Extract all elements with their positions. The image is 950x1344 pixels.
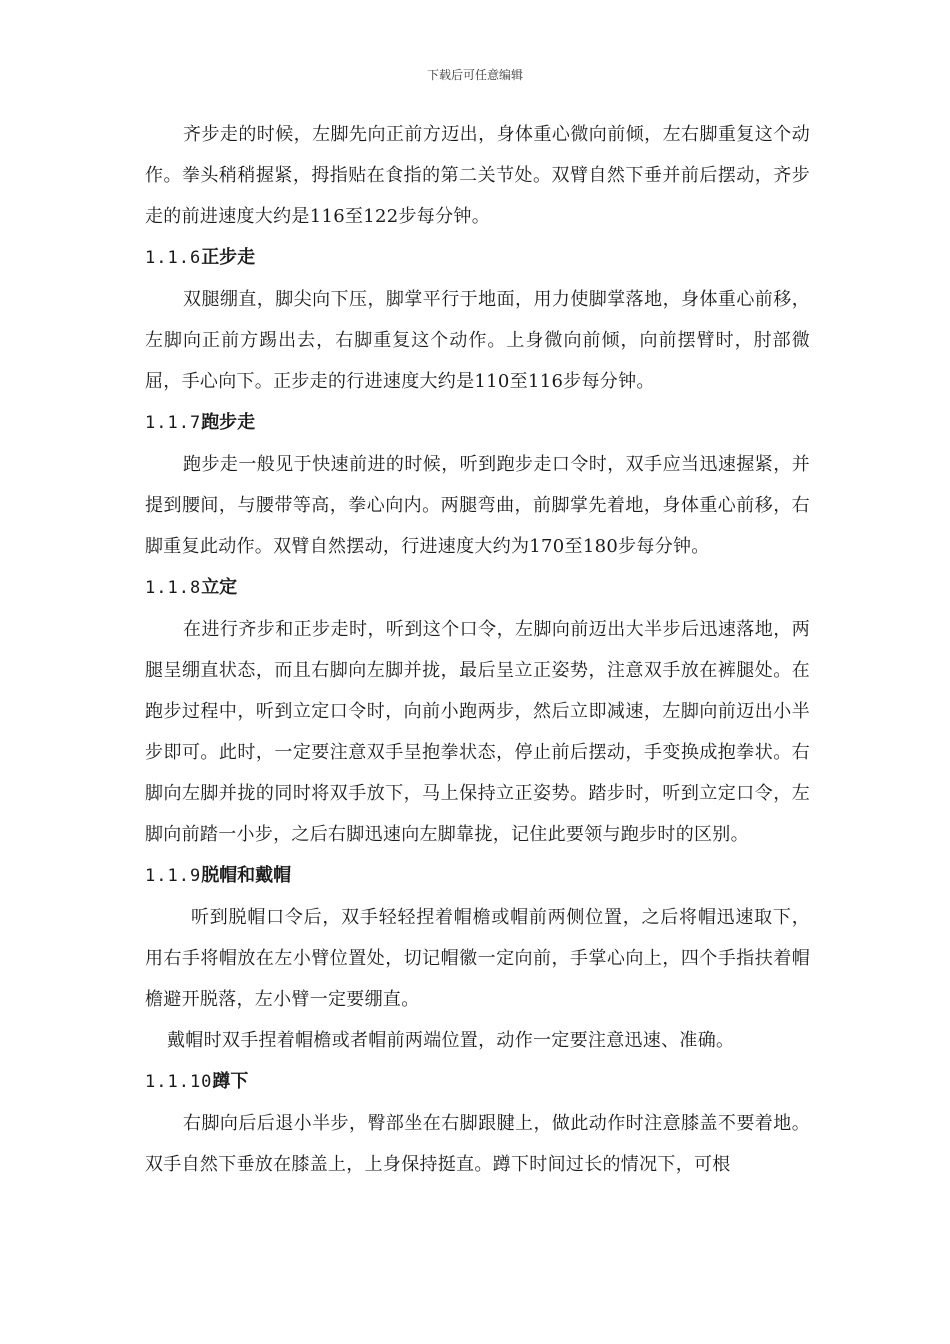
paragraph: 听到脱帽口令后，双手轻轻捏着帽檐或帽前两侧位置，之后将帽迅速取下，用右手将帽放在左小臂位置处，切记帽徽一定向前，手掌心向上，四个手指扶着帽檐避开脱落，左小臂一定要绷直。	[145, 907, 810, 1010]
section-heading	[145, 237, 810, 279]
section-number: 1.1.6	[145, 248, 202, 268]
paragraph: 在进行齐步和正步走时，听到这个口令，左脚向前迈出大半步后迅速落地，两腿呈绷直状态，而且右脚向左脚并拢，最后呈立正姿势，注意双手放在裤腿处。在跑步过程中，听到立定口令时，向前小跑两步，然后立即减速，左脚向前迈出小半步即可。此时，一定要注意双手呈抱拳状态，停止前后摆动，手变换成抱拳状。右脚向左脚并拢的同时将双手放下，马上保持立正姿势。踏步时，听到立定口令，左脚向前踏一小步，之后右脚迅速向左脚靠拢，记住此要领与跑步时的区别。	[145, 619, 810, 845]
section-heading	[145, 1061, 810, 1103]
section-number: 1.1.7	[145, 413, 202, 433]
header-note: 下载后可任意编辑	[426, 68, 523, 82]
section-heading	[145, 567, 810, 609]
document-body	[145, 114, 810, 1185]
paragraph: 双腿绷直，脚尖向下压，脚掌平行于地面，用力使脚掌落地，身体重心前移，左脚向正前方踢出去，右脚重复这个动作。上身微向前倾，向前摆臂时，肘部微屈，手心向下。正步走的行进速度大约是110至116步每分钟。	[145, 289, 810, 392]
section-number: 1.1.10	[145, 1072, 213, 1092]
section-title: 立定	[201, 577, 238, 598]
section-title: 正步走	[201, 247, 256, 268]
section-heading	[145, 855, 810, 897]
section-title: 脱帽和戴帽	[201, 865, 292, 886]
section-title: 跑步走	[201, 412, 256, 433]
section-title: 蹲下	[212, 1071, 249, 1092]
paragraph: 戴帽时双手捏着帽檐或者帽前两端位置，动作一定要注意迅速、准确。	[167, 1030, 735, 1051]
section-number: 1.1.8	[145, 578, 202, 598]
section-number: 1.1.9	[145, 866, 202, 886]
paragraph: 跑步走一般见于快速前进的时候，听到跑步走口令时，双手应当迅速握紧，并提到腰间，与腰带等高，拳心向内。两腿弯曲，前脚掌先着地，身体重心前移，右脚重复此动作。双臂自然摆动，行进速度大约为170至180步每分钟。	[145, 454, 810, 557]
section-heading	[145, 402, 810, 444]
paragraph: 右脚向后后退小半步，臀部坐在右脚跟腱上，做此动作时注意膝盖不要着地。双手自然下垂放在膝盖上，上身保持挺直。蹲下时间过长的情况下，可根	[145, 1113, 810, 1175]
paragraph: 齐步走的时候，左脚先向正前方迈出，身体重心微向前倾，左右脚重复这个动作。拳头稍稍握紧，拇指贴在食指的第二关节处。双臂自然下垂并前后摆动，齐步走的前进速度大约是116至122步每分钟。	[145, 124, 810, 227]
